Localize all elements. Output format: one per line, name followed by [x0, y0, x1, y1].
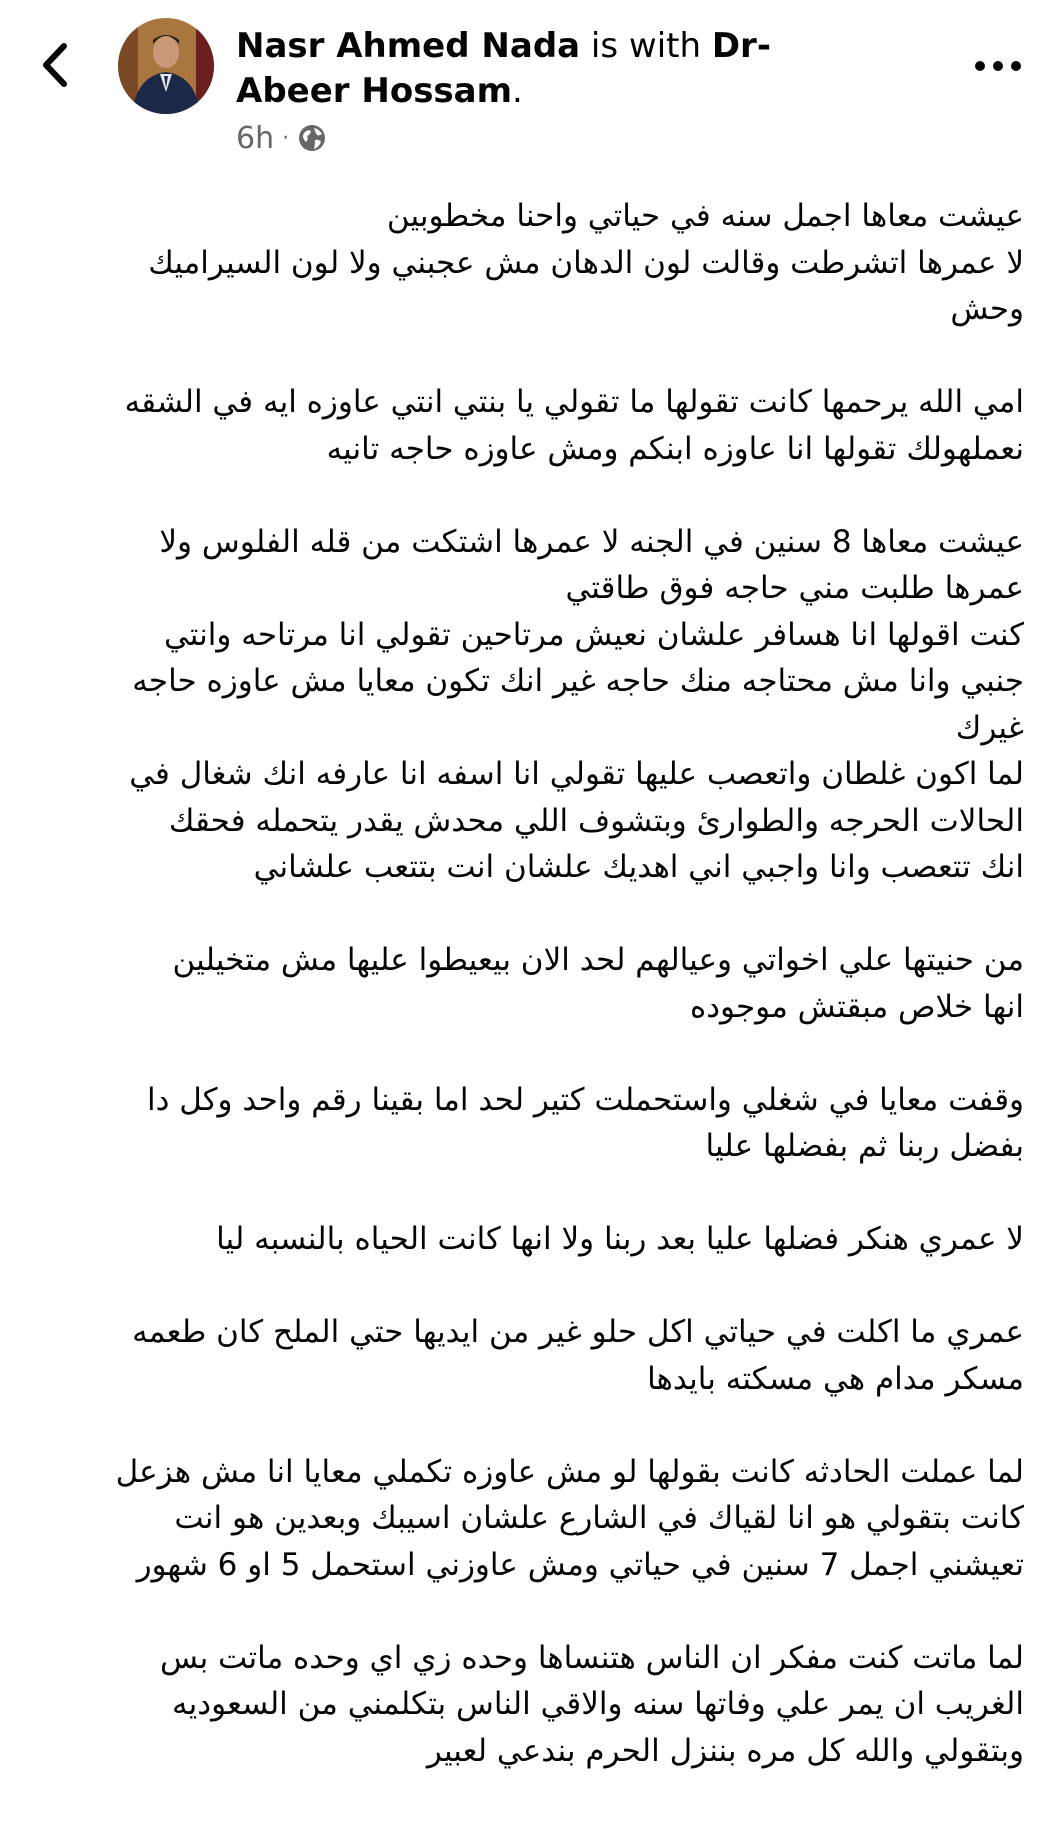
chevron-left-icon — [36, 40, 80, 90]
post-text-line: تعيشني اجمل 7 سنين في حياتي ومش عاوزني استحمل 5 او 6 شهور — [136, 1546, 1024, 1583]
post-paragraph — [24, 193, 1024, 333]
post-text-line: انها خلاص مبقتش موجوده — [689, 988, 1024, 1025]
post-text-line: لما اكون غلطان واتعصب عليها تقولي انا اسفه انا عارفه انك شغال في — [129, 756, 1024, 792]
post-text-line: جنبي وانا مش محتاجه منك حاجه غير انك تكون معايا مش عاوزه حاجه — [132, 663, 1024, 699]
post-text-line: وقفت معايا في شغلي واستحملت كتير لحد اما بقينا رقم واحد وكل دا — [147, 1081, 1024, 1118]
post-text-line: عمري ما اكلت في حياتي اكل حلو غير من ايديها حتي الملح كان طعمه — [132, 1314, 1024, 1350]
back-button[interactable] — [36, 40, 80, 90]
post-text — [24, 193, 1024, 1821]
globe-icon[interactable] — [297, 123, 327, 153]
post-text-line: مسكر مدام هي مسكته بايدها — [647, 1360, 1024, 1397]
post-paragraph — [24, 379, 1024, 472]
more-options-button[interactable] — [968, 44, 1028, 88]
post-paragraph — [24, 1216, 1024, 1263]
post-text-line: الحالات الحرجه والطوارئ وبتشوف اللي محدش يقدر يتحمله فحقك — [168, 802, 1024, 839]
post-text-line: لا عمري هنكر فضلها عليا بعد ربنا ولا انها كانت الحياه بالنسبه ليا — [216, 1221, 1024, 1257]
author-name[interactable]: Nasr Ahmed Nada — [236, 26, 581, 66]
post-paragraph — [24, 1309, 1024, 1402]
tagged-name[interactable]: Dr-Abeer Hossam — [236, 26, 771, 111]
post-text-line: كنت اقولها انا هسافر علشان نعيش مرتاحين تقولي انا مرتاحه وانتي — [163, 616, 1024, 653]
author-line — [236, 24, 876, 114]
post-text-line: لما عملت الحادثه كانت بقولها لو مش عاوزه تكملي معايا انا مش هزعل — [115, 1453, 1024, 1490]
post-text-line: انك تتعصب وانا واجبي اني اهديك علشان انت بتتعب علشاني — [253, 849, 1024, 885]
post-paragraph — [24, 1449, 1024, 1589]
post-text-line: نعملهولك تقولها انا عاوزه ابنكم ومش عاوزه حاجه تانيه — [326, 430, 1024, 467]
post-text-line: بفضل ربنا ثم بفضلها عليا — [705, 1128, 1024, 1164]
post-text-line: الغريب ان يمر علي وفاتها سنه والاقي الناس بتكلمني من السعوديه — [172, 1686, 1024, 1722]
post-paragraph — [24, 937, 1024, 1030]
post-text-line: عمرها طلبت مني حاجه فوق طاقتي — [565, 570, 1024, 606]
post-text-line: كانت بتقولي هو انا لقياك في الشارع علشان اسيبك وبعدين هو انت — [174, 1500, 1024, 1536]
post-meta — [236, 118, 327, 158]
more-horizontal-icon — [968, 44, 1028, 88]
post-paragraph — [24, 519, 1024, 891]
post-text-line: عيشت معاها اجمل سنه في حياتي واحنا مخطوبين — [386, 198, 1024, 234]
post-timestamp[interactable]: 6h — [236, 120, 275, 156]
post-text-line: وبتقولي والله كل مره بننزل الحرم بندعي لعبير — [426, 1732, 1024, 1769]
post-text-line: من حنيتها علي اخواتي وعيالهم لحد الان بيعيطوا عليها مش متخيلين — [172, 942, 1024, 978]
post-paragraph — [24, 1635, 1024, 1775]
avatar[interactable] — [118, 18, 214, 114]
post-paragraph — [24, 1077, 1024, 1170]
post-text-line: عيشت معاها 8 سنين في الجنه لا عمرها اشتكت من قله الفلوس ولا — [159, 523, 1024, 560]
post-header — [0, 0, 1063, 180]
post-text-line: لما ماتت كنت مفكر ان الناس هتنساها وحده زي اي وحده ماتت بس — [160, 1639, 1024, 1676]
meta-separator: · — [282, 125, 290, 151]
end-punctuation: . — [512, 71, 523, 111]
post-text-line: لا عمرها اتشرطت وقالت لون الدهان مش عجبني ولا لون السيراميك — [148, 244, 1024, 281]
post-text-line: وحش — [950, 291, 1024, 327]
post-text-line: امي الله يرحمها كانت تقولها ما تقولي يا بنتي انتي عاوزه ايه في الشقه — [124, 384, 1024, 420]
post-text-line: غيرك — [955, 709, 1024, 746]
with-text: is with — [580, 26, 712, 66]
